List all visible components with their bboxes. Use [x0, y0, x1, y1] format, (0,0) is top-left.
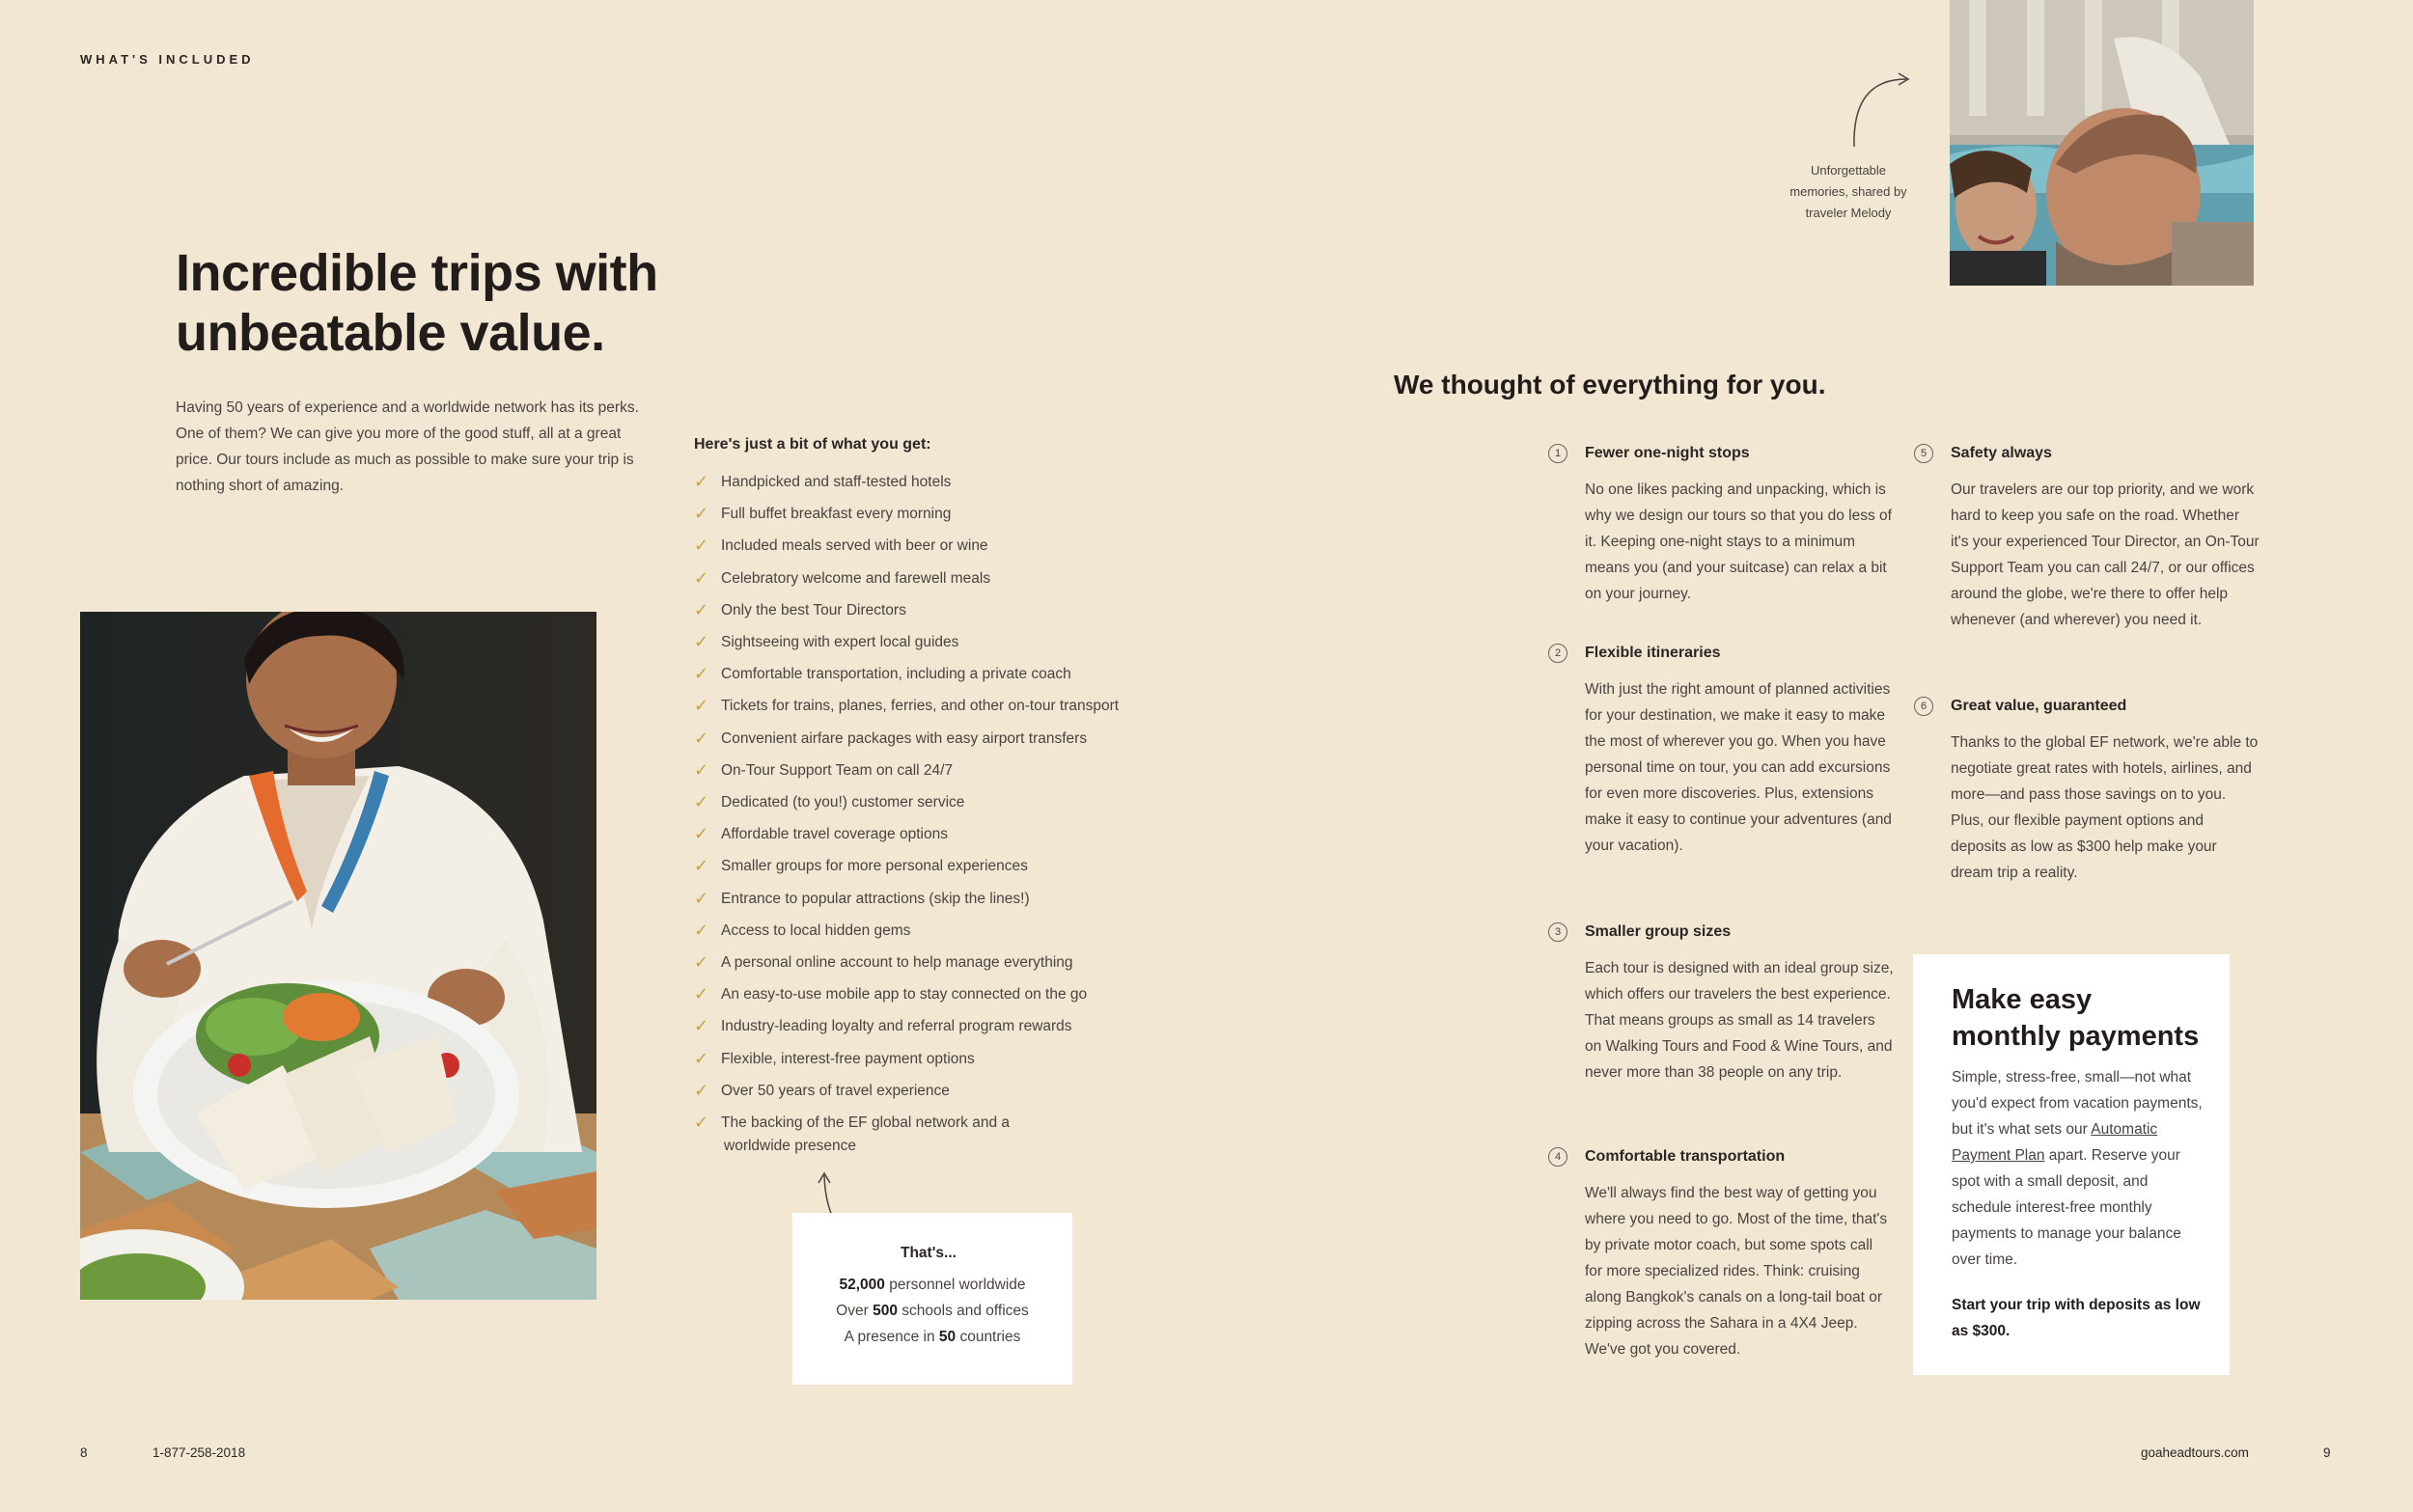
list-item: ✓ Tickets for trains, planes, ferries, and other on-tour transport: [694, 690, 1234, 722]
feature-body: With just the right amount of planned activities for your destination, we make it easy to make the most of wherever you go. When you have personal time on tour, you can add excursions for even more discoveries. Plus, extensions make it easy to continue your adventures (and your vacation).: [1585, 681, 1892, 854]
photo-caption-line-1: Unforgettable: [1810, 163, 1887, 178]
list-item: ✓ Convenient airfare packages with easy airport transfers: [694, 723, 1234, 755]
check-icon: ✓: [694, 472, 709, 491]
checklist-heading: Here's just a bit of what you get:: [694, 436, 931, 453]
phone-number[interactable]: 1-877-258-2018: [153, 1445, 246, 1460]
check-icon: ✓: [694, 920, 709, 940]
feature-title: Fewer one-night stops: [1585, 445, 1750, 461]
stat-schools: Over 500 schools and offices: [836, 1303, 1029, 1319]
stat-personnel: 52,000 personnel worldwide: [839, 1277, 1026, 1293]
page-number-left: 8: [80, 1445, 88, 1460]
photo-caption-line-3: traveler Melody: [1805, 206, 1892, 220]
payments-title: Make easy monthly payments: [1952, 984, 2200, 1052]
list-item: ✓ Over 50 years of travel experience: [694, 1075, 1234, 1107]
check-icon: ✓: [694, 696, 709, 716]
list-item: ✓ Industry-leading loyalty and referral program rewards: [694, 1010, 1234, 1042]
list-item: ✓ Sightseeing with expert local guides: [694, 626, 1234, 658]
check-icon: ✓: [694, 1113, 709, 1133]
payments-body: Simple, stress-free, small—not what you'd expect from vacation payments, but it's what sets our Automatic Payment Plan apart. Reserve your spot with a small deposit, and schedule interest-free monthly payments to manage your balance over time.: [1952, 1069, 2203, 1268]
check-icon: ✓: [694, 759, 709, 780]
number-badge-icon: 3: [1548, 922, 1567, 942]
list-item-continuation: worldwide presence: [724, 1138, 856, 1155]
stats-card: [792, 1213, 1072, 1385]
page-title-line-2: unbeatable value.: [176, 304, 605, 362]
check-icon: ✓: [694, 824, 709, 844]
list-item: ✓ Only the best Tour Directors: [694, 594, 1234, 626]
check-icon: ✓: [694, 888, 709, 908]
feature-smaller-group-sizes: [1554, 922, 1894, 1086]
caption-arrow-icon: [1848, 69, 1912, 151]
number-badge-icon: 4: [1548, 1147, 1567, 1167]
check-icon: ✓: [694, 1048, 709, 1068]
stats-card-title: That's...: [901, 1245, 957, 1261]
list-item: ✓ Handpicked and staff-tested hotels: [694, 466, 1234, 498]
list-item: ✓ Dedicated (to you!) customer service: [694, 786, 1234, 818]
feature-title: Flexible itineraries: [1585, 645, 1721, 661]
feature-great-value: [1920, 697, 2260, 886]
photo-couple-trevi-fountain: [1950, 0, 2254, 286]
photo-caption: [1774, 160, 1923, 224]
list-item: ✓ Access to local hidden gems: [694, 915, 1234, 947]
check-icon: ✓: [694, 536, 709, 556]
list-item: ✓ The backing of the EF global network and a worldwide presence: [694, 1107, 1234, 1159]
intro-paragraph: Having 50 years of experience and a worldwide network has its perks. One of them? We can give you more of the good stuff, all at a great price. Our tours include as much as possible to make sure your trip is nothing short of amazing.: [176, 399, 639, 494]
check-icon: ✓: [694, 984, 709, 1004]
list-item: ✓ Comfortable transportation, including a private coach: [694, 658, 1234, 690]
check-icon: ✓: [694, 856, 709, 876]
list-item: ✓ Included meals served with beer or wine: [694, 530, 1234, 562]
check-icon: ✓: [694, 1016, 709, 1036]
check-icon: ✓: [694, 632, 709, 652]
website-link[interactable]: goaheadtours.com: [2141, 1445, 2249, 1460]
feature-body: We'll always find the best way of getting you where you need to go. Most of the time, that's by private motor coach, but some spots call for more specialized rides. Think: cruising along Bangkok's canals on a long-tail boat or zipping across the Sahara in a 4X4 Jeep. We've got you covered.: [1585, 1185, 1888, 1358]
photo-couple-trevi-fountain-illustration: [1950, 0, 2254, 286]
list-item: ✓ On-Tour Support Team on call 24/7: [694, 755, 1234, 786]
feature-safety-always: [1920, 444, 2260, 633]
check-icon: ✓: [694, 664, 709, 684]
number-badge-icon: 2: [1548, 644, 1567, 663]
list-item: ✓ Entrance to popular attractions (skip the lines!): [694, 883, 1234, 915]
feature-body: Our travelers are our top priority, and we work hard to keep you safe on the road. Whether it's your experienced Tour Director, an On-Tour Support Team you can call 24/7, or our offices around the globe, we're there to offer help whenever (and wherever) you need it.: [1951, 481, 2260, 628]
page-title: [176, 243, 716, 363]
feature-body: Thanks to the global EF network, we're able to negotiate great rates with hotels, airlines, and more—and pass those savings on to you. Plus, our flexible payment options and deposits as low as $300 help make your dream trip a reality.: [1951, 734, 2259, 881]
page-number-right: 9: [2323, 1445, 2331, 1460]
check-icon: ✓: [694, 599, 709, 619]
list-item: ✓ Flexible, interest-free payment options: [694, 1043, 1234, 1075]
photo-woman-eating-salad: [80, 612, 596, 1300]
included-checklist: [694, 466, 1234, 1159]
feature-flexible-itineraries: [1554, 644, 1894, 859]
feature-title: Great value, guaranteed: [1951, 698, 2127, 714]
monthly-payments-card: [1913, 954, 2230, 1375]
photo-caption-line-2: memories, shared by: [1789, 184, 1907, 199]
feature-title: Safety always: [1951, 445, 2052, 461]
section-tag: WHAT'S INCLUDED: [80, 52, 255, 67]
list-item: ✓ A personal online account to help manage everything: [694, 947, 1234, 978]
check-icon: ✓: [694, 792, 709, 812]
features-heading: We thought of everything for you.: [1394, 370, 1826, 399]
automatic-payment-plan-link[interactable]: Automatic Payment Plan: [1952, 1121, 2158, 1164]
feature-body: Each tour is designed with an ideal group size, which offers our travelers the best experience. That means groups as small as 14 travelers on Walking Tours and Food & Wine Tours, and never more than 38 people on any trip.: [1585, 960, 1894, 1081]
list-item: ✓ Celebratory welcome and farewell meals: [694, 563, 1234, 594]
feature-title: Comfortable transportation: [1585, 1148, 1786, 1165]
photo-woman-eating-salad-illustration: [80, 612, 596, 1300]
page-title-line-1: Incredible trips with: [176, 244, 658, 302]
number-badge-icon: 5: [1914, 444, 1933, 463]
feature-title: Smaller group sizes: [1585, 923, 1732, 940]
list-item: ✓ An easy-to-use mobile app to stay connected on the go: [694, 978, 1234, 1010]
check-icon: ✓: [694, 952, 709, 973]
feature-body: No one likes packing and unpacking, which is why we design our tours so that you do less of it. Keeping one-night stays to a minimum means you (and your suitcase) can relax a bit on your journey.: [1585, 481, 1892, 602]
check-icon: ✓: [694, 504, 709, 524]
payments-cta: Start your trip with deposits as low as $300.: [1952, 1297, 2201, 1339]
feature-fewer-one-night-stops: [1554, 444, 1894, 607]
number-badge-icon: 6: [1914, 697, 1933, 716]
check-icon: ✓: [694, 1080, 709, 1100]
stat-countries: A presence in 50 countries: [844, 1329, 1021, 1345]
list-item: ✓ Smaller groups for more personal experiences: [694, 850, 1234, 882]
check-icon: ✓: [694, 567, 709, 588]
list-item: ✓ Affordable travel coverage options: [694, 818, 1234, 850]
list-item: ✓ Full buffet breakfast every morning: [694, 498, 1234, 530]
number-badge-icon: 1: [1548, 444, 1567, 463]
feature-comfortable-transportation: [1554, 1147, 1894, 1362]
check-icon: ✓: [694, 728, 709, 748]
